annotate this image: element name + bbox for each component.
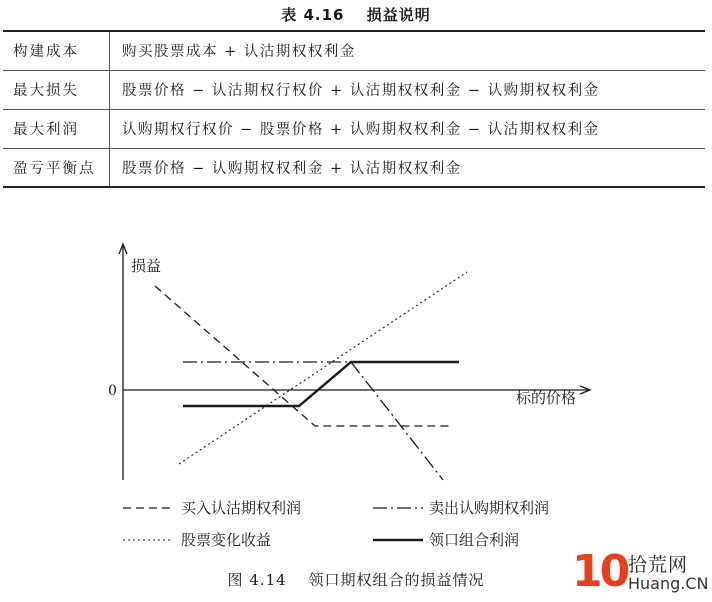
row-formula: 购买股票成本 + 认沽期权权利金 [110,31,706,70]
legend-label-4: 领口组合利润 [429,531,520,549]
table-caption: 表 4.16 损益说明 [281,6,431,24]
legend-label-3: 股票变化收益 [181,531,272,549]
logo-domain: Huang.CN [628,574,709,593]
legend-label-1: 买入认沽期权利润 [181,499,302,517]
row-label: 盈亏平衡点 [3,148,110,187]
logo-name: 拾荒网 [628,554,689,576]
row-formula: 股票价格 − 认沽期权行权价 + 认沽期权权利金 − 认购期权权利金 [110,70,706,109]
figure-caption: 图 4.14 领口期权组合的损益情况 [227,571,485,589]
logo-number: 10 [572,546,628,597]
row-label: 最大损失 [3,70,110,109]
row-formula: 认购期权行权价 − 股票价格 + 认购期权权利金 − 认沽期权权利金 [110,109,706,148]
row-label: 构建成本 [3,31,110,70]
series-line-2 [183,362,443,480]
x-axis-label: 标的价格 [516,389,577,407]
series-line-4 [183,362,459,406]
series-line-3 [179,272,467,464]
row-formula: 股票价格 − 认购期权权利金 + 认沽期权权利金 [110,148,706,187]
row-label: 最大利润 [3,109,110,148]
legend-label-2: 卖出认购期权利润 [429,499,550,517]
y-axis-label: 损益 [131,257,162,275]
site-logo [570,546,710,598]
zero-tick-label: 0 [108,383,117,399]
